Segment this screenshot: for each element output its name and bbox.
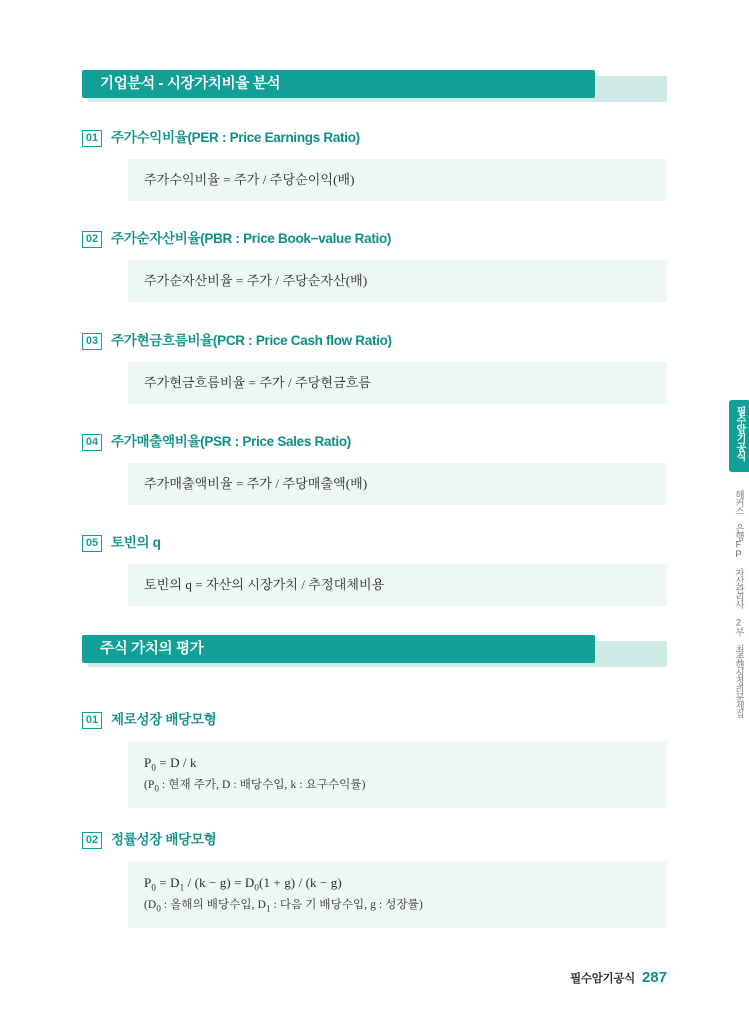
item-number-badge: 05 — [82, 535, 102, 552]
formula-box — [128, 463, 667, 505]
section-header-front — [82, 70, 595, 98]
formula-line: $P_0 = D_1 / (k - g) = D_0(1 + g) / (k - g)$ — [144, 875, 342, 893]
item-title: 토빈의 q — [111, 535, 161, 551]
item-header — [82, 128, 667, 148]
list-item — [82, 229, 667, 302]
item-number-badge: 02 — [82, 832, 102, 849]
list-item — [82, 710, 667, 808]
list-item — [82, 331, 667, 404]
item-title: 주가수익비율(PER : Price Earnings Ratio) — [111, 130, 360, 146]
item-number-badge: 01 — [82, 130, 102, 147]
item-title: 제로성장 배당모형 — [111, 712, 217, 728]
item-header — [82, 533, 667, 553]
item-header — [82, 830, 667, 850]
formula-line: $P_0 = D / k$ — [144, 755, 197, 773]
formula-note: ($D_0$ : 올해의 배당수입, $D_1$ : 다음 기 배당수입, g : 성장률) — [144, 898, 423, 914]
list-item — [82, 432, 667, 505]
item-header — [82, 432, 667, 452]
side-vertical-label: 해커스 은행FP 자산관리사 2부 최종핵심정리문제집 — [733, 490, 744, 717]
side-tab — [729, 400, 749, 472]
formula-box — [128, 861, 667, 928]
item-header — [82, 229, 667, 249]
item-title: 주가순자산비율(PBR : Price Book−value Ratio) — [111, 231, 392, 247]
formula-note: ($P_0$ : 현재 주가, D : 배당수입, k : 요구수익률) — [144, 778, 366, 794]
item-number-badge: 02 — [82, 231, 102, 248]
side-tab-label: 필수암기공식 — [734, 406, 745, 460]
item-number-badge: 01 — [82, 712, 102, 729]
formula-box — [128, 564, 667, 606]
formula-line: 주가현금흐름비율 = 주가 / 주당현금흐름 — [144, 375, 372, 390]
list-item — [82, 533, 667, 606]
section-header-front — [82, 635, 595, 663]
section-header-stock-valuation — [82, 635, 667, 683]
section-header-bar — [82, 635, 667, 665]
section-title: 주식 가치의 평가 — [100, 640, 204, 657]
list-item — [82, 830, 667, 928]
section-header-bar — [82, 70, 667, 100]
formula-line: 주가수익비율 = 주가 / 주당순이익(배) — [144, 172, 355, 187]
formula-line: 주가매출액비율 = 주가 / 주당매출액(배) — [144, 476, 368, 491]
page-footer — [570, 969, 667, 986]
item-number-badge: 04 — [82, 434, 102, 451]
page-number: 287 — [641, 969, 667, 986]
formula-box — [128, 362, 667, 404]
item-header — [82, 710, 667, 730]
footer-label: 필수암기공식 — [570, 973, 635, 985]
section-header-market-value — [82, 70, 667, 118]
formula-line: 주가순자산비율 = 주가 / 주당순자산(배) — [144, 273, 368, 288]
item-title: 정률성장 배당모형 — [111, 832, 217, 848]
formula-line: 토빈의 q = 자산의 시장가치 / 추정대체비용 — [144, 577, 385, 592]
item-header — [82, 331, 667, 351]
item-number-badge: 03 — [82, 333, 102, 350]
section-title: 기업분석 - 시장가치비율 분석 — [100, 75, 281, 92]
formula-box — [128, 741, 667, 808]
formula-box — [128, 159, 667, 201]
list-item — [82, 128, 667, 201]
formula-box — [128, 260, 667, 302]
item-title: 주가매출액비율(PSR : Price Sales Ratio) — [111, 434, 351, 450]
item-title: 주가현금흐름비율(PCR : Price Cash flow Ratio) — [111, 333, 392, 349]
